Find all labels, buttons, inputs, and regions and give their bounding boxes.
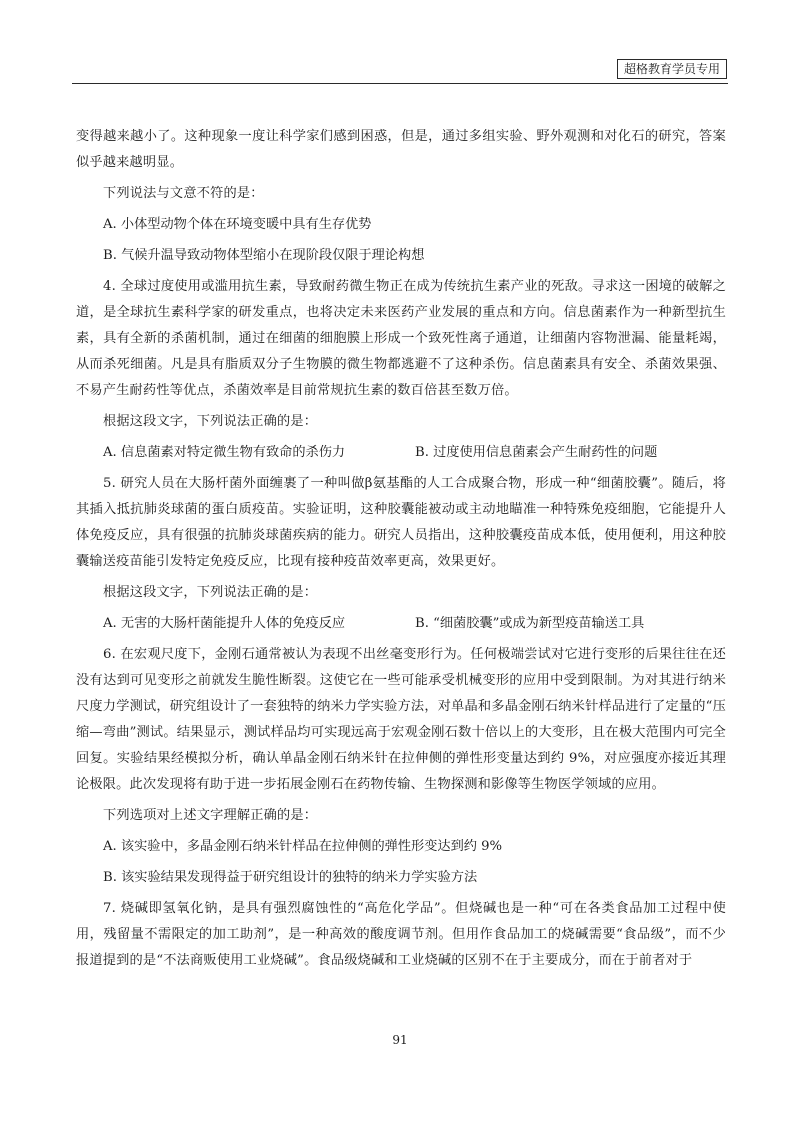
question-6-option-a: A. 该实验中，多晶金刚石纳米针样品在拉伸侧的弹性形变达到约 9% xyxy=(103,839,503,854)
question-6-prompt: 下列选项对上述文字理解正确的是： xyxy=(103,808,318,823)
question-3-option-b: B. 气候升温导致动物体型缩小在现阶段仅限于理论构想 xyxy=(103,248,425,263)
header-rule xyxy=(72,83,728,84)
header-label: 超格教育学员专用 xyxy=(617,59,727,79)
question-6-option-b: B. 该实验结果发现得益于研究组设计的独特的纳米力学实验方法 xyxy=(103,870,478,885)
question-4-text: 4. 全球过度使用或滥用抗生素，导致耐药微生物正在成为传统抗生素产业的死敌。寻求这一困境的破解之道，是全球抗生素科学家的研发重点，也将决定未来医药产业发展的重点和方向。信息菌素作为一种新型抗生素，具有全新的杀菌机制，通过在细菌的细胞膜上形成一个致死性离子通道，让细菌内容物泄漏、能量耗竭，从而杀死细菌。凡是具有脂质双分子生物膜的微生物都逃避不了这种杀伤。信息菌素具有安全、杀菌效果强、不易产生耐药性等优点，杀菌效率是目前常规抗生素的数百倍甚至数万倍。 xyxy=(76,279,726,398)
question-6-text: 6. 在宏观尺度下，金刚石通常被认为表现不出丝毫变形行为。任何极端尝试对它进行变形的后果往往在还没有达到可见变形之前就发生脆性断裂。这使它在一些可能承受机械变形的应用中受到限制。为对其进行纳米尺度力学测试，研究组设计了一套独特的纳米力学实验方法，对单晶和多晶金刚石纳米针样品进行了定量的“压缩—弯曲”测试。结果显示，测试样品均可实现远高于宏观金刚石数十倍以上的大变形，且在极大范围内可完全回复。实验结果经模拟分析，确认单晶金刚石纳米针在拉伸侧的弹性形变量达到约 9%，对应强度亦接近其理论极限。此次发现将有助于进一步拓展金刚石在药物传输、生物探测和影像等生物医学领域的应用。 xyxy=(76,647,726,792)
question-5-text: 5. 研究人员在大肠杆菌外面缠裹了一种叫做β氨基酯的人工合成聚合物，形成一种“细菌胶囊”。随后，将其插入抵抗肺炎球菌的蛋白质疫苗。实验证明，这种胶囊能被动或主动地瞄准一种特殊免疫细胞，它能提升人体免疫反应，具有很强的抗肺炎球菌疾病的能力。研究人员指出，这种胶囊疫苗成本低，使用便利，用这种胶囊输送疫苗能引发特定免疫反应，比现有接种疫苗效率更高，效果更好。 xyxy=(76,476,726,569)
question-5-option-b: B. “细菌胶囊”或成为新型疫苗输送工具 xyxy=(415,616,645,631)
page-number: 91 xyxy=(392,1033,408,1047)
page-content xyxy=(76,124,726,979)
paragraph-continuation: 变得越来越小了。这种现象一度让科学家们感到困惑，但是，通过多组实验、野外观测和对化石的研究，答案似乎越来越明显。 xyxy=(76,129,726,170)
question-4-options xyxy=(76,440,726,466)
question-5-options xyxy=(76,611,726,637)
question-4-option-b: B. 过度使用信息菌素会产生耐药性的问题 xyxy=(415,445,658,460)
question-5-option-a: A. 无害的大肠杆菌能提升人体的免疫反应 xyxy=(103,616,346,631)
question-5-prompt: 根据这段文字，下列说法正确的是： xyxy=(103,585,318,600)
question-3-prompt: 下列说法与文意不符的是： xyxy=(103,186,264,201)
question-7-text: 7. 烧碱即氢氧化钠，是具有强烈腐蚀性的“高危化学品”。但烧碱也是一种“可在各类食品加工过程中使用，残留量不需限定的加工助剂”，是一种高效的酸度调节剂。但用作食品加工的烧碱需要“食品级”，而不少报道提到的是“不法商贩使用工业烧碱”。食品级烧碱和工业烧碱的区别不在于主要成分，而在于前者对于 xyxy=(76,901,726,968)
question-4-option-a: A. 信息菌素对特定微生物有致命的杀伤力 xyxy=(103,445,346,460)
question-4-prompt: 根据这段文字，下列说法正确的是： xyxy=(103,414,318,429)
question-3-option-a: A. 小体型动物个体在环境变暖中具有生存优势 xyxy=(103,217,372,232)
